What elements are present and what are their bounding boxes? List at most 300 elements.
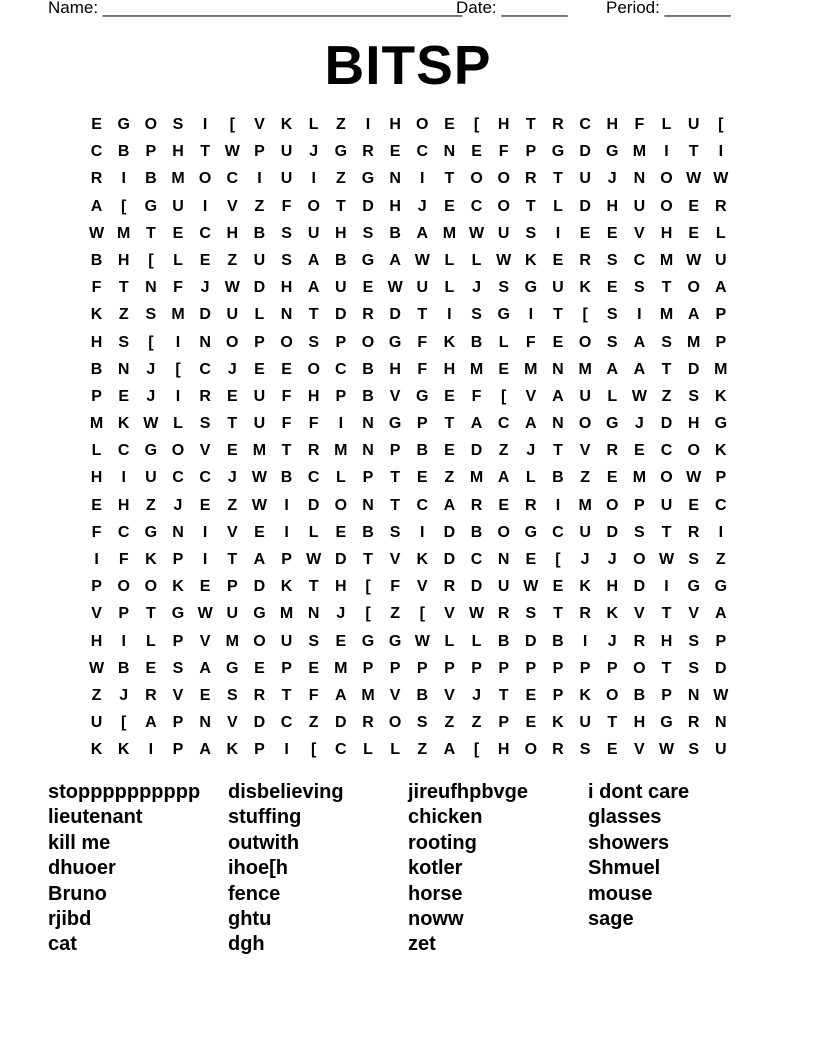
- word-bank-item: zet: [408, 933, 436, 956]
- grid-cell: R: [443, 578, 456, 596]
- grid-cell: Z: [471, 714, 482, 732]
- grid-cell: G: [334, 143, 348, 161]
- grid-row: [83, 222, 734, 249]
- grid-cell: O: [524, 741, 538, 759]
- grid-row: [83, 738, 734, 765]
- grid-cell: Z: [661, 387, 672, 405]
- grid-cell: B: [633, 686, 646, 704]
- grid-cell: T: [227, 415, 238, 433]
- grid-cell: C: [416, 496, 429, 514]
- grid-cell: G: [416, 387, 429, 405]
- grid-cell: K: [525, 251, 537, 269]
- grid-cell: H: [606, 116, 619, 133]
- grid-cell: A: [633, 360, 646, 378]
- grid-cell: M: [361, 686, 375, 704]
- grid-cell: I: [257, 170, 262, 188]
- grid-cell: W: [496, 251, 512, 269]
- grid-cell: V: [444, 686, 455, 704]
- grid-cell: C: [280, 714, 293, 732]
- word-bank-item: fence: [228, 882, 281, 905]
- grid-cell: C: [579, 116, 591, 133]
- grid-cell: S: [688, 387, 699, 405]
- grid-cell: A: [470, 415, 483, 433]
- grid-cell: F: [471, 387, 482, 405]
- grid-cell: C: [172, 469, 184, 487]
- grid-cell: G: [144, 197, 158, 215]
- grid-cell: P: [552, 659, 564, 677]
- grid-cell: U: [579, 714, 591, 732]
- grid-cell: E: [254, 523, 265, 541]
- word-bank-item: noww: [408, 908, 464, 931]
- grid-cell: O: [280, 333, 293, 351]
- grid-cell: [: [229, 116, 235, 133]
- grid-cell: S: [661, 333, 672, 351]
- grid-cell: U: [633, 197, 646, 215]
- grid-cell: [: [311, 741, 317, 759]
- word-bank-item: horse: [408, 882, 463, 905]
- grid-cell: D: [579, 143, 591, 161]
- grid-cell: W: [251, 469, 267, 487]
- grid-cell: H: [660, 632, 673, 650]
- grid-cell: I: [582, 632, 588, 650]
- grid-cell: B: [253, 224, 266, 242]
- grid-cell: J: [227, 360, 237, 378]
- grid-cell: L: [308, 116, 319, 133]
- grid-cell: B: [552, 469, 564, 487]
- grid-cell: W: [658, 551, 675, 568]
- grid-cell: T: [444, 170, 455, 188]
- grid-cell: T: [525, 197, 536, 215]
- grid-cell: N: [117, 360, 130, 378]
- grid-cell: N: [172, 523, 184, 541]
- word-bank-item: stuffing: [228, 806, 302, 829]
- grid-cell: D: [443, 523, 456, 541]
- grid-cell: A: [552, 387, 564, 405]
- grid-cell: J: [526, 442, 536, 460]
- grid-cell: H: [389, 197, 401, 215]
- grid-cell: E: [525, 551, 537, 568]
- grid-cell: C: [335, 360, 347, 378]
- grid-cell: L: [308, 523, 319, 541]
- grid-cell: A: [416, 224, 429, 242]
- grid-cell: Z: [444, 469, 455, 487]
- grid-cell: S: [579, 741, 591, 759]
- grid-cell: S: [281, 251, 292, 269]
- grid-cell: O: [497, 523, 510, 541]
- grid-cell: M: [334, 659, 348, 677]
- grid-cell: B: [362, 523, 374, 541]
- grid-cell: B: [416, 686, 429, 704]
- grid-cell: P: [362, 659, 374, 677]
- grid-cell: I: [202, 551, 208, 568]
- grid-cell: A: [253, 551, 266, 568]
- grid-cell: G: [660, 714, 673, 732]
- grid-cell: D: [606, 523, 619, 541]
- grid-cell: O: [226, 333, 239, 351]
- grid-cell: T: [444, 415, 455, 433]
- grid-cell: H: [389, 360, 401, 378]
- grid-cell: M: [469, 469, 484, 487]
- grid-cell: P: [715, 333, 727, 351]
- grid-cell: E: [498, 496, 510, 514]
- grid-cell: F: [634, 116, 645, 133]
- grid-cell: E: [634, 442, 645, 460]
- grid-cell: R: [552, 741, 564, 759]
- grid-cell: V: [91, 605, 102, 623]
- grid-cell: R: [470, 496, 483, 514]
- grid-cell: E: [525, 714, 537, 732]
- grid-cell: [: [175, 360, 181, 378]
- grid-cell: E: [552, 251, 564, 269]
- grid-cell: S: [145, 306, 157, 324]
- grid-cell: M: [469, 360, 484, 378]
- grid-cell: E: [172, 224, 184, 242]
- grid-cell: B: [117, 143, 130, 161]
- grid-cell: O: [606, 496, 619, 514]
- grid-row: [83, 412, 734, 439]
- grid-cell: N: [497, 551, 510, 568]
- grid-cell: P: [606, 659, 618, 677]
- grid-cell: J: [146, 387, 156, 405]
- grid-cell: S: [172, 116, 184, 133]
- grid-cell: D: [525, 632, 537, 650]
- grid-cell: L: [607, 387, 618, 405]
- grid-cell: Z: [118, 306, 129, 324]
- grid-cell: A: [389, 251, 401, 269]
- word-bank-column: [408, 780, 588, 958]
- grid-cell: J: [200, 279, 210, 297]
- grid-cell: [: [365, 578, 371, 596]
- grid-cell: S: [688, 741, 699, 759]
- grid-cell: G: [524, 279, 538, 297]
- grid-cell: K: [416, 551, 429, 568]
- grid-cell: P: [91, 578, 102, 596]
- grid-cell: W: [197, 605, 213, 623]
- grid-cell: L: [471, 632, 482, 650]
- grid-cell: T: [417, 306, 428, 324]
- grid-cell: V: [579, 442, 591, 460]
- grid-cell: K: [715, 442, 727, 460]
- word-bank-item: mouse: [588, 882, 653, 905]
- grid-cell: E: [444, 116, 455, 133]
- grid-cell: D: [362, 197, 374, 215]
- grid-cell: S: [308, 333, 320, 351]
- grid-cell: T: [308, 578, 319, 596]
- grid-cell: M: [659, 306, 674, 324]
- grid-cell: L: [390, 741, 400, 759]
- grid-cell: W: [631, 387, 647, 405]
- grid-cell: J: [173, 496, 183, 514]
- grid-cell: P: [416, 415, 428, 433]
- grid-cell: G: [144, 442, 158, 460]
- grid-cell: E: [552, 578, 564, 596]
- grid-cell: O: [361, 333, 375, 351]
- grid-cell: T: [200, 143, 211, 161]
- grid-cell: O: [660, 170, 673, 188]
- grid-cell: G: [226, 659, 239, 677]
- grid-cell: P: [362, 469, 374, 487]
- grid-cell: C: [470, 551, 483, 568]
- grid-cell: D: [335, 714, 347, 732]
- grid-cell: P: [498, 659, 510, 677]
- grid-cell: W: [387, 279, 403, 297]
- grid-cell: I: [121, 469, 126, 487]
- word-bank-item: kill me: [48, 831, 111, 854]
- grid-cell: V: [688, 605, 699, 623]
- grid-cell: K: [90, 306, 103, 324]
- grid-cell: R: [362, 306, 374, 324]
- grid-cell: U: [687, 116, 700, 133]
- grid-cell: F: [173, 279, 183, 297]
- grid-cell: E: [444, 442, 455, 460]
- grid-cell: B: [145, 170, 157, 188]
- grid-cell: L: [173, 415, 183, 433]
- word-bank-column: [588, 780, 768, 958]
- grid-cell: A: [145, 714, 157, 732]
- grid-cell: J: [309, 143, 319, 161]
- grid-cell: S: [688, 551, 699, 568]
- grid-cell: I: [637, 306, 642, 324]
- grid-cell: E: [606, 741, 618, 759]
- grid-cell: T: [661, 605, 672, 623]
- grid-cell: P: [335, 387, 347, 405]
- grid-cell: U: [579, 523, 591, 541]
- grid-cell: P: [172, 632, 184, 650]
- grid-cell: T: [227, 551, 238, 568]
- grid-row: [83, 113, 734, 140]
- grid-cell: W: [713, 686, 729, 704]
- grid-cell: P: [389, 442, 401, 460]
- grid-cell: W: [224, 143, 240, 161]
- grid-cell: O: [171, 442, 185, 460]
- grid-cell: E: [389, 143, 401, 161]
- grid-cell: J: [607, 170, 617, 188]
- grid-cell: R: [362, 143, 374, 161]
- grid-cell: A: [715, 279, 727, 297]
- word-bank: [48, 780, 768, 958]
- grid-cell: S: [362, 224, 374, 242]
- grid-row: [83, 439, 734, 466]
- grid-cell: K: [443, 333, 456, 351]
- grid-cell: M: [524, 360, 538, 378]
- grid-cell: B: [362, 360, 374, 378]
- grid-cell: U: [497, 224, 510, 242]
- grid-cell: Z: [335, 170, 346, 188]
- grid-cell: T: [281, 686, 292, 704]
- grid-cell: L: [444, 279, 455, 297]
- grid-cell: U: [579, 387, 591, 405]
- puzzle-title: BITSP: [324, 34, 492, 96]
- grid-cell: R: [552, 116, 564, 133]
- grid-cell: W: [89, 659, 105, 677]
- grid-cell: W: [89, 224, 105, 242]
- grid-cell: K: [117, 741, 130, 759]
- grid-cell: U: [552, 279, 564, 297]
- grid-cell: I: [148, 741, 154, 759]
- grid-cell: U: [226, 306, 239, 324]
- period-field-label: Period: _______: [606, 0, 731, 17]
- grid-cell: R: [145, 686, 157, 704]
- grid-cell: N: [715, 714, 727, 732]
- grid-cell: A: [307, 279, 320, 297]
- grid-cell: W: [686, 251, 702, 269]
- grid-cell: W: [468, 224, 485, 242]
- grid-cell: G: [497, 306, 510, 324]
- grid-cell: H: [90, 469, 103, 487]
- grid-cell: L: [91, 442, 102, 460]
- word-bank-item: rooting: [408, 831, 477, 854]
- grid-cell: I: [664, 143, 669, 161]
- grid-cell: U: [226, 605, 239, 623]
- grid-cell: A: [307, 251, 320, 269]
- grid-cell: E: [416, 469, 428, 487]
- grid-cell: S: [634, 279, 645, 297]
- grid-cell: D: [660, 415, 673, 433]
- grid-cell: H: [172, 143, 184, 161]
- grid-cell: H: [90, 632, 103, 650]
- grid-cell: F: [91, 279, 102, 297]
- grid-cell: G: [253, 605, 266, 623]
- grid-cell: S: [688, 632, 699, 650]
- grid-cell: M: [89, 415, 104, 433]
- grid-cell: T: [145, 605, 156, 623]
- grid-cell: D: [579, 197, 591, 215]
- grid-cell: F: [417, 333, 428, 351]
- grid-cell: D: [307, 496, 320, 514]
- grid-cell: T: [498, 686, 509, 704]
- grid-cell: I: [718, 523, 724, 541]
- grid-cell: T: [553, 170, 563, 188]
- grid-cell: I: [121, 632, 126, 650]
- grid-cell: N: [687, 686, 700, 704]
- grid-cell: M: [225, 632, 239, 650]
- grid-row: [83, 657, 734, 684]
- grid-cell: P: [715, 632, 727, 650]
- grid-cell: W: [414, 632, 430, 650]
- grid-cell: B: [280, 469, 293, 487]
- grid-cell: S: [281, 224, 292, 242]
- word-bank-item: stopppppppppp: [48, 781, 201, 803]
- grid-cell: B: [470, 523, 483, 541]
- grid-cell: C: [199, 360, 211, 378]
- grid-cell: P: [281, 659, 292, 677]
- grid-cell: I: [121, 170, 126, 188]
- grid-row: [83, 167, 734, 194]
- grid-cell: E: [91, 116, 102, 133]
- grid-cell: D: [687, 360, 700, 378]
- grid-cell: P: [634, 496, 645, 514]
- grid-cell: O: [578, 333, 592, 351]
- grid-cell: U: [307, 224, 320, 242]
- grid-cell: U: [416, 279, 429, 297]
- grid-cell: A: [687, 306, 700, 324]
- grid-cell: E: [688, 496, 699, 514]
- word-bank-item: i dont care: [588, 781, 690, 803]
- grid-row: [83, 711, 734, 738]
- grid-cell: W: [251, 496, 267, 514]
- grid-cell: M: [632, 469, 647, 487]
- grid-cell: F: [308, 415, 319, 433]
- grid-cell: J: [227, 469, 237, 487]
- grid-cell: N: [280, 306, 293, 324]
- grid-row: [83, 385, 734, 412]
- word-bank-item: cat: [48, 933, 77, 956]
- grid-cell: [: [419, 605, 425, 623]
- grid-cell: M: [714, 360, 728, 378]
- grid-cell: U: [660, 496, 673, 514]
- grid-cell: U: [280, 143, 293, 161]
- grid-cell: U: [172, 197, 184, 215]
- grid-cell: I: [447, 306, 452, 324]
- grid-cell: N: [199, 333, 211, 351]
- grid-cell: H: [389, 116, 401, 133]
- grid-cell: I: [338, 415, 344, 433]
- grid-cell: G: [171, 605, 185, 623]
- grid-cell: V: [416, 578, 428, 596]
- grid-cell: P: [552, 686, 564, 704]
- grid-cell: T: [308, 306, 319, 324]
- grid-cell: C: [90, 143, 103, 161]
- date-field-label: Date: _______: [456, 0, 568, 17]
- grid-cell: I: [202, 197, 208, 215]
- grid-cell: U: [280, 170, 293, 188]
- grid-cell: [: [501, 387, 507, 405]
- grid-cell: [: [582, 306, 588, 324]
- grid-cell: E: [335, 523, 347, 541]
- grid-cell: F: [281, 415, 292, 433]
- word-bank-item: ihoe[h: [228, 857, 288, 880]
- grid-cell: P: [715, 469, 727, 487]
- grid-row: [83, 358, 734, 385]
- grid-cell: O: [578, 415, 592, 433]
- grid-cell: R: [90, 170, 103, 188]
- grid-cell: P: [525, 143, 537, 161]
- grid-cell: I: [284, 741, 289, 759]
- grid-cell: D: [335, 551, 347, 568]
- grid-cell: U: [253, 251, 266, 269]
- grid-row: [83, 630, 734, 657]
- grid-cell: B: [552, 632, 564, 650]
- grid-cell: G: [361, 170, 375, 188]
- grid-cell: S: [525, 224, 537, 242]
- grid-row: [83, 494, 734, 521]
- grid-cell: V: [525, 387, 537, 405]
- grid-cell: C: [633, 251, 646, 269]
- grid-cell: D: [389, 306, 401, 324]
- grid-cell: V: [389, 686, 401, 704]
- grid-cell: I: [365, 116, 371, 133]
- grid-cell: L: [444, 632, 455, 650]
- grid-cell: R: [307, 442, 320, 460]
- grid-cell: E: [552, 333, 564, 351]
- grid-cell: [: [365, 605, 371, 623]
- grid-cell: U: [145, 469, 157, 487]
- grid-cell: R: [253, 686, 266, 704]
- grid-cell: Z: [145, 496, 156, 514]
- grid-cell: K: [226, 741, 239, 759]
- grid-cell: H: [117, 251, 130, 269]
- grid-cell: R: [606, 442, 619, 460]
- grid-cell: [: [121, 197, 127, 215]
- grid-cell: I: [175, 333, 181, 351]
- word-bank-column: [48, 780, 228, 958]
- grid-cell: G: [144, 523, 158, 541]
- grid-cell: C: [117, 442, 130, 460]
- grid-cell: O: [497, 170, 510, 188]
- grid-cell: U: [253, 387, 266, 405]
- grid-cell: L: [145, 632, 156, 650]
- word-bank-item: kotler: [408, 857, 463, 880]
